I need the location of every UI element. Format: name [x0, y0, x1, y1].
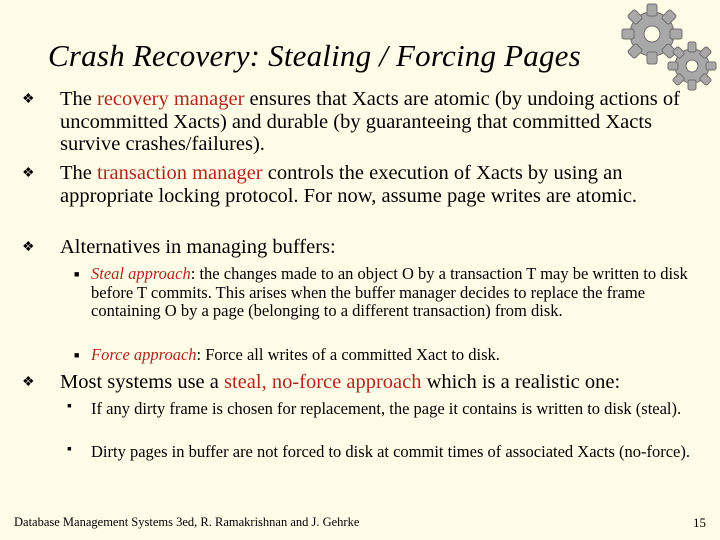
- highlight-steal-no-force: steal, no-force approach: [224, 371, 422, 393]
- diamond-bullet-icon: ❖: [22, 166, 35, 181]
- diamond-bullet-icon: ❖: [22, 375, 35, 390]
- bullet-recovery-manager: [60, 88, 715, 156]
- bullet-text: The: [60, 162, 97, 184]
- sub-bullet-text: : the changes made to an object O by a transaction T may be written to disk before T commits. This arises when the buffer manager decides to replace the frame containing O by a page (belonging to a different transaction) from disk.: [91, 264, 688, 321]
- sub-bullet-no-force-detail: Dirty pages in buffer are not forced to disk at commit times of associated Xacts (no-force).: [91, 442, 690, 461]
- sub-bullet-force: [91, 346, 711, 365]
- diamond-bullet-icon: ❖: [22, 240, 35, 255]
- bullet-text: which is a realistic one:: [421, 371, 621, 393]
- gears-icon: [612, 2, 720, 94]
- highlight-recovery-manager: recovery manager: [97, 88, 245, 110]
- square-bullet-icon: ▪: [67, 442, 72, 457]
- bullet-text: Most systems use a: [60, 371, 224, 393]
- square-bullet-icon: ■: [74, 350, 80, 360]
- bullet-text: controls the execution of Xacts by using an appropriate locking protocol. For now, assume page writes are atomic.: [60, 162, 638, 207]
- bullet-transaction-manager: [60, 162, 715, 207]
- diamond-bullet-icon: ❖: [22, 92, 35, 107]
- steal-approach-label: Steal approach: [91, 264, 191, 283]
- sub-bullet-steal: [91, 265, 711, 321]
- highlight-transaction-manager: transaction manager: [97, 162, 263, 184]
- square-bullet-icon: ▪: [67, 399, 72, 414]
- slide-title: Crash Recovery: Stealing / Forcing Pages: [48, 38, 581, 73]
- page-number: 15: [693, 515, 706, 530]
- bullet-text: ensures that Xacts are atomic (by undoing actions of uncommitted Xacts) and durable (by guaranteeing that committed Xacts survive crashes/failures).: [60, 88, 680, 155]
- bullet-text: The: [60, 88, 97, 110]
- footer-citation: Database Management Systems 3ed, R. Ramakrishnan and J. Gehrke: [14, 515, 360, 529]
- bullet-alternatives: Alternatives in managing buffers:: [60, 236, 336, 258]
- sub-bullet-steal-detail: If any dirty frame is chosen for replacement, the page it contains is written to disk (steal).: [91, 399, 682, 418]
- square-bullet-icon: ■: [74, 269, 80, 279]
- bullet-most-systems: [60, 371, 715, 394]
- sub-bullet-text: : Force all writes of a committed Xact to disk.: [196, 345, 500, 364]
- force-approach-label: Force approach: [91, 345, 197, 364]
